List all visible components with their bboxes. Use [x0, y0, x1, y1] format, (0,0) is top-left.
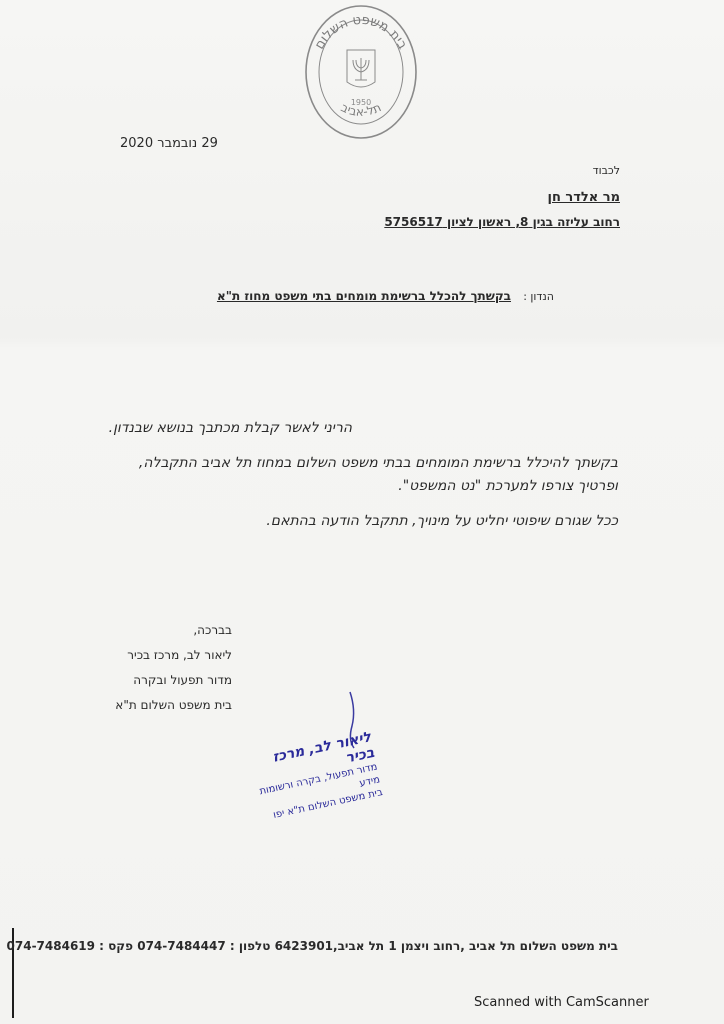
menorah-emblem-icon — [347, 50, 375, 87]
body-paragraph-2-line-1: בקשתך להיכלל ברשימת המומחים בבתי משפט השלום במחוז תל אביב התקבלה, — [138, 455, 618, 471]
letter-date: 29 נובמבר 2020 — [120, 136, 218, 151]
body-paragraph-1: הריני לאשר קבלת מכתבך בנושא שבנדון. — [108, 420, 352, 436]
closing: בברכה, — [193, 623, 232, 637]
seal-top-text: בית משפט השלום — [312, 12, 410, 53]
court-seal — [303, 2, 419, 142]
signer-court: בית משפט השלום ת"א — [115, 698, 232, 712]
addressee-name: מר אלדר חן — [547, 190, 620, 205]
seal-bottom-text: תל-אביב — [338, 100, 384, 119]
signer-stamp-department: מדור תפעול, בקרה ורשומות מידע — [258, 761, 382, 798]
body-paragraph-2-line-2: ופרטיך צורפו למערכת "נט המשפט". — [398, 478, 618, 494]
scanner-watermark: Scanned with CamScanner — [474, 995, 649, 1010]
signer-stamp-court: בית משפט השלום ת"א יפו — [272, 786, 384, 821]
footer-contact: בית משפט השלום תל אביב ,רחוב ויצמן 1 תל אביב,6423901 טלפון : 074-7484447 פקס : 074-7484619 — [6, 939, 618, 953]
body-paragraph-3: ככל שגורם שיפוטי יחליט על מינויך, תתקבל הודעה בהתאם. — [266, 513, 618, 529]
subject-label: הנדון : — [523, 290, 554, 303]
subject-text: בקשתך להכלל ברשימת מומחים בתי משפט מחוז ת"א — [216, 289, 511, 303]
salutation: לכבוד — [592, 164, 620, 177]
addressee-address: רחוב עליזה בגין 8, ראשון לציון 5756517 — [384, 215, 620, 229]
seal-year: 1950 — [350, 98, 372, 107]
signer-stamp-name: ליאור לב, מרכז בכיר — [271, 729, 376, 767]
signer-name: ליאור לב, מרכז בכיר — [127, 648, 232, 662]
signer-department: מדור תפעול ובקרה — [133, 673, 232, 687]
